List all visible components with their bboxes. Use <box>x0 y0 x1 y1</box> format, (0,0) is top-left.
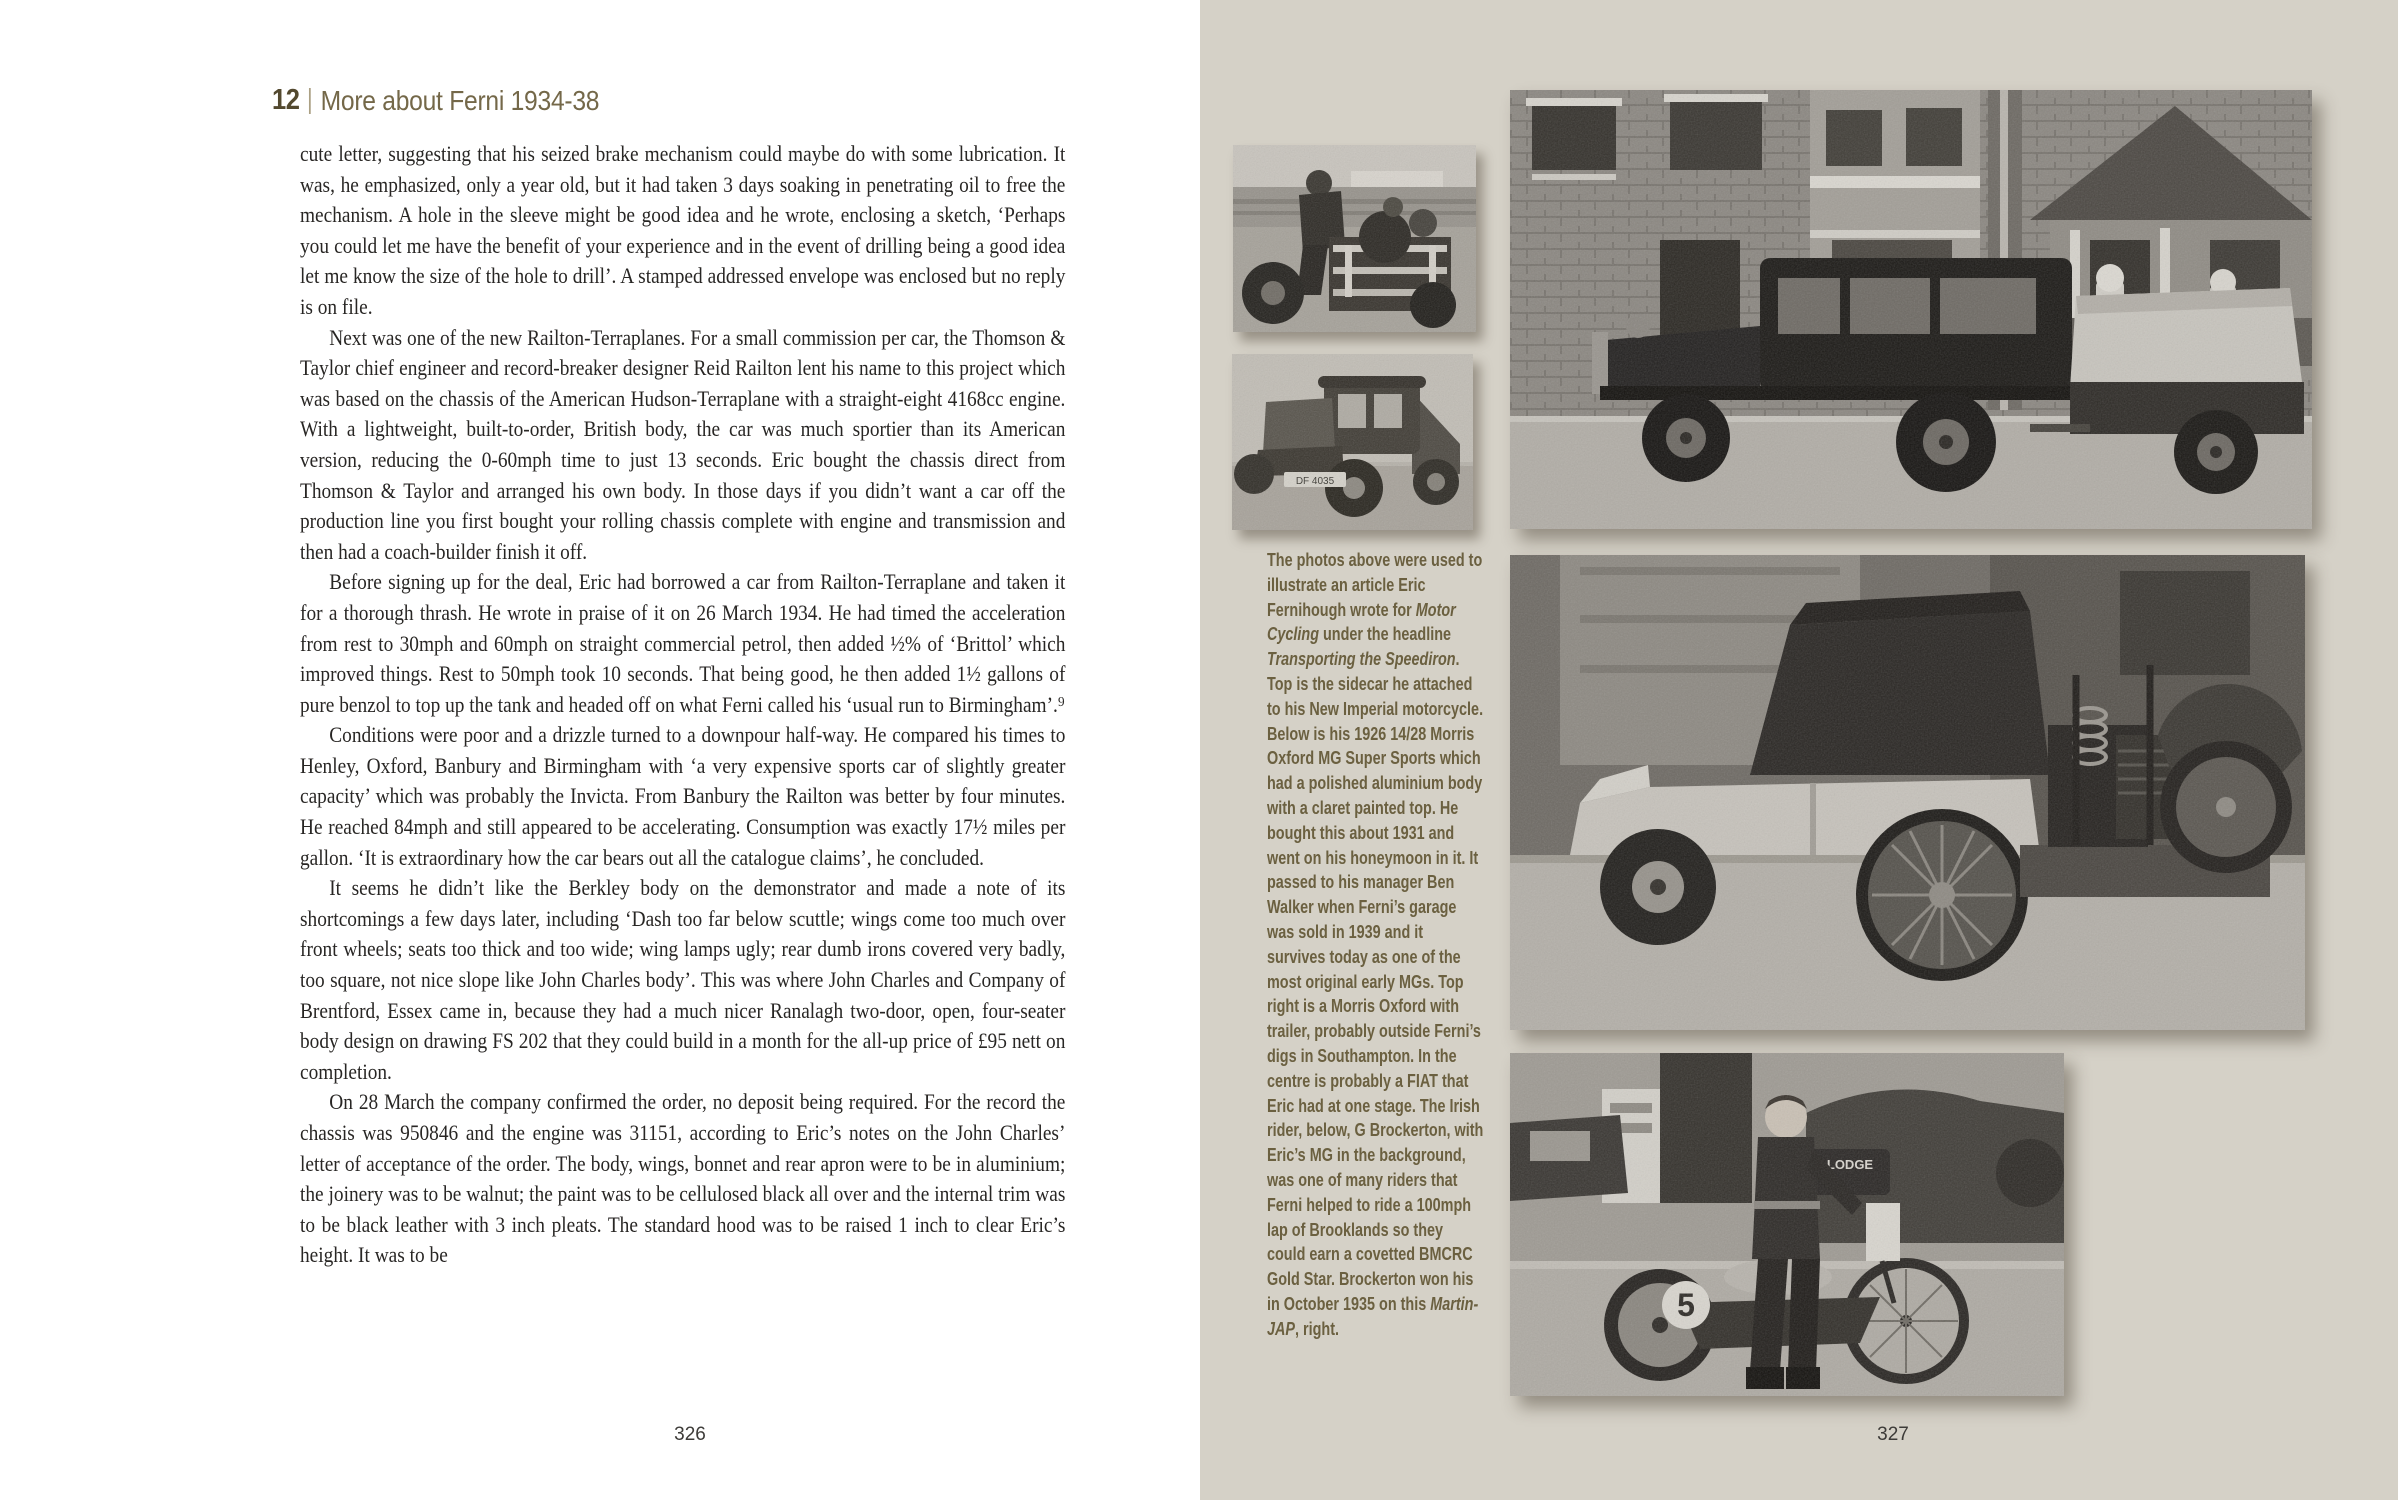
license-plate-text: DF 4035 <box>1295 476 1335 487</box>
body-paragraph: Before signing up for the deal, Eric had borrowed a car from Railton-Terraplane and taken it for a thorough thrash. He wrote in praise of it on 26 March 1934. He had timed the acceleration from rest to 30mph and 60mph on straight commercial petrol, then added ½% of ‘Brittol’ which improved things. Rest to 50mph took 10 seconds. That being good, he then added 1½ gallons of pure benzol to top up the tank and headed off on what Ferni called his ‘usual run to Birmingham’.⁹ <box>300 569 1066 717</box>
rider-number5-photo <box>1510 1053 2064 1396</box>
header-divider <box>309 88 311 114</box>
chapter-header <box>272 84 599 117</box>
morris-coupe-photo <box>1232 354 1473 530</box>
chapter-number: 12 <box>272 84 300 116</box>
lodge-sign-text: LODGE <box>1826 1157 1874 1172</box>
caption-segment: Martin-JAP <box>1267 1293 1479 1339</box>
trailer-photo <box>1510 90 2312 529</box>
caption-segment: , right. <box>1295 1318 1340 1339</box>
sidecar-photo <box>1233 145 1476 332</box>
caption-segment: . Top is the sidecar he attached to his New Imperial motorcycle. Below is his 1926 14/28 Morris Oxford MG Super Sports which had a polished aluminium body with a claret painted top. He bought this about 1931 and went on his honeymoon in it. It passed to his manager Ben Walker when Ferni’s garage was sold in 1939 and it survives today as one of the most original early MGs. Top right is a Morris Oxford with trailer, probably outside Ferni’s digs in Southampton. In the centre is probably a FIAT that Eric had at one stage. The Irish rider, below, G Brockerton, with Eric’s MG in the background, was one of many riders that Ferni helped to ride a 100mph lap of Brooklands so they could earn a covetted BMCRC Gold Star. Brockerton won his in October 1935 on this <box>1267 649 1484 1314</box>
body-paragraph: Next was one of the new Railton-Terraplanes. For a small commission per car, the Thomson & Taylor chief engineer and record-breaker designer Reid Railton lent his name to this project which was based on the chassis of the American Hudson-Terraplane with a straight-eight 4168cc engine. With a lightweight, built-to-order, British body, the car was much sportier than its American version, reducing the 0-60mph time to just 13 seconds. Eric bought the chassis direct from Thomson & Taylor and arranged his own body. In those days if you didn’t want a car off the production line you first bought your rolling chassis complete with engine and transmission and then had a coach-builder finish it off. <box>300 324 1066 564</box>
caption-segment: Motor Cycling <box>1267 599 1456 645</box>
body-text <box>300 139 1065 1271</box>
caption-segment: under the headline <box>1319 624 1452 645</box>
body-paragraph: On 28 March the company confirmed the order, no deposit being required. For the record the chassis was 950846 and the engine was 31151, according to Eric’s notes on the John Charles’ letter of acceptance of the order. The body, wings, bonnet and rear apron were to be in aluminium; the joinery was to be walnut; the paint was to be cellulosed black all over and the internal trim was to be black leather with 3 inch pleats. The standard hood was to be raised 1 inch to clear Eric’s height. It was to be <box>300 1089 1066 1268</box>
page-number-left: 326 <box>674 1424 706 1445</box>
race-number-text: 5 <box>1677 1287 1695 1323</box>
body-paragraph: It seems he didn’t like the Berkley body on the demonstrator and made a note of its shortcomings a few days later, including ‘Dash too far below scuttle; wings come too much over front wheels; seats too thick and too wide; wing lamps ugly; rear dumb irons covered very badly, too square, not nice slope like John Charles body’. This was where John Charles and Company of Brentford, Essex came in, because they had a much nicer Ranalagh two-door, open, four-seater body design on drawing FS 202 that they could build in a month for the all-up price of £95 nett on completion. <box>300 875 1066 1084</box>
body-paragraph: Conditions were poor and a drizzle turned to a downpour half-way. He compared his times to Henley, Oxford, Banbury and Birmingham with ‘a very expensive sports car of slightly greater capacity’ which was probably the Invicta. From Banbury the Railton was better by four minutes. He reached 84mph and still appeared to be accelerating. Consumption was exactly 17½ miles per gallon. ‘It is extraordinary how the car bears out all the catalogue claims’, he concluded. <box>300 722 1066 870</box>
page-number-right: 327 <box>1877 1424 1909 1445</box>
photo-caption <box>1267 548 1485 1342</box>
caption-segment: The photos above were used to illustrate an article Eric Fernihough wrote for <box>1267 550 1483 620</box>
chapter-title: More about Ferni 1934-38 <box>320 84 600 116</box>
mg-engine-photo <box>1510 555 2305 1030</box>
caption-segment: Transporting the Speediron <box>1267 649 1456 670</box>
body-paragraph: cute letter, suggesting that his seized brake mechanism could maybe do with some lubrication. It was, he emphasized, only a year old, but it had taken 3 days soaking in penetrating oil to free the mechanism. A hole in the sleeve might be good idea and he wrote, enclosing a sketch, ‘Perhaps you could let me have the benefit of your experience and in the event of drilling being a good idea let me know the size of the hole to drill’. A stamped addressed envelope was enclosed but no reply is on file. <box>300 141 1066 319</box>
